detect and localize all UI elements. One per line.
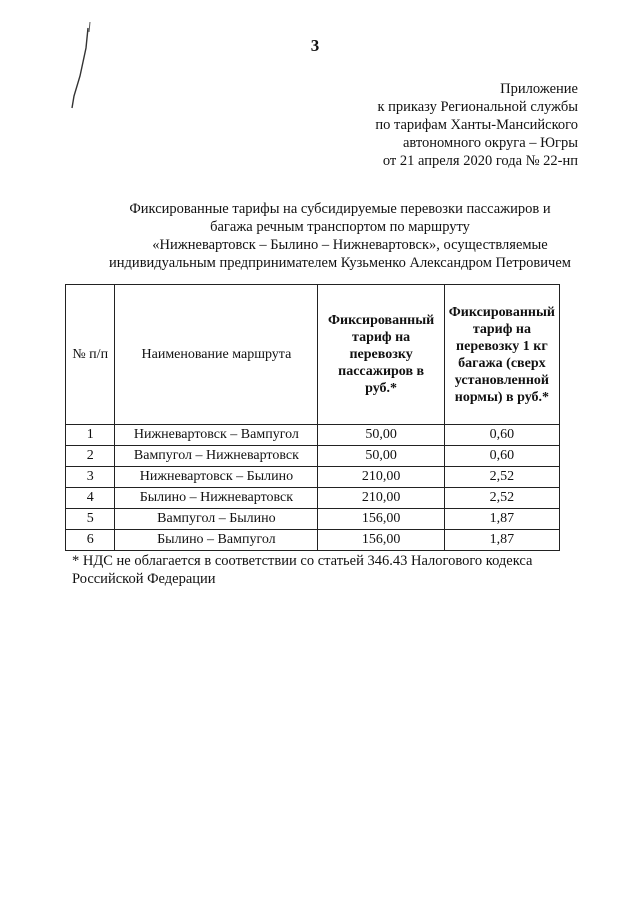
page-number: 3 [310,36,320,55]
table-row [66,425,560,446]
cell-baggage-tariff: 1,87 [444,530,559,551]
title-line: Фиксированные тарифы на субсидируемые перевозки пассажиров и [129,201,551,217]
cell-number: 3 [66,467,115,488]
cell-number: 5 [66,509,115,530]
cell-passenger-tariff: 156,00 [318,509,444,530]
cell-baggage-tariff: 2,52 [444,488,559,509]
appendix-line: Приложение [500,81,578,97]
cell-passenger-tariff: 210,00 [318,467,444,488]
footnote: * НДС не облагается в соответствии со статьей 346.43 Налогового кодекса Российской Федерации [72,553,533,587]
cell-number: 4 [66,488,115,509]
header-route: Наименование маршрута [115,285,318,425]
cell-number: 2 [66,446,115,467]
cell-number: 6 [66,530,115,551]
scan-mark [60,18,100,128]
cell-passenger-tariff: 210,00 [318,488,444,509]
appendix-block [375,80,578,170]
cell-route: Вампугол – Былино [115,509,318,530]
cell-passenger-tariff: 156,00 [318,530,444,551]
cell-baggage-tariff: 0,60 [444,425,559,446]
cell-baggage-tariff: 2,52 [444,467,559,488]
cell-route: Былино – Нижневартовск [115,488,318,509]
cell-baggage-tariff: 1,87 [444,509,559,530]
table-header-row [66,285,560,425]
cell-baggage-tariff: 0,60 [444,446,559,467]
table-row [66,488,560,509]
tariff-table [65,284,560,551]
appendix-line: по тарифам Ханты-Мансийского [375,117,578,133]
cell-route: Былино – Вампугол [115,530,318,551]
cell-route: Нижневартовск – Былино [115,467,318,488]
table-row [66,467,560,488]
appendix-line: к приказу Региональной службы [377,99,578,115]
title-line: индивидуальным предпринимателем Кузьменко Александром Петровичем [109,255,571,271]
cell-passenger-tariff: 50,00 [318,446,444,467]
cell-number: 1 [66,425,115,446]
appendix-line: от 21 апреля 2020 года № 22-нп [382,153,578,169]
document-title [60,200,620,272]
cell-route: Нижневартовск – Вампугол [115,425,318,446]
appendix-line: автономного округа – Югры [402,135,578,151]
title-line: багажа речным транспортом по маршруту [210,219,470,235]
header-number: № п/п [66,285,115,425]
header-baggage-tariff: Фиксированный тариф на перевозку 1 кг багажа (сверх установленной нормы) в руб.* [444,285,559,425]
title-line: «Нижневартовск – Былино – Нижневартовск», осуществляемые [152,237,548,253]
cell-route: Вампугол – Нижневартовск [115,446,318,467]
table-row [66,530,560,551]
table-row [66,509,560,530]
cell-passenger-tariff: 50,00 [318,425,444,446]
header-passenger-tariff: Фиксированный тариф на перевозку пассажиров в руб.* [318,285,444,425]
table-row [66,446,560,467]
